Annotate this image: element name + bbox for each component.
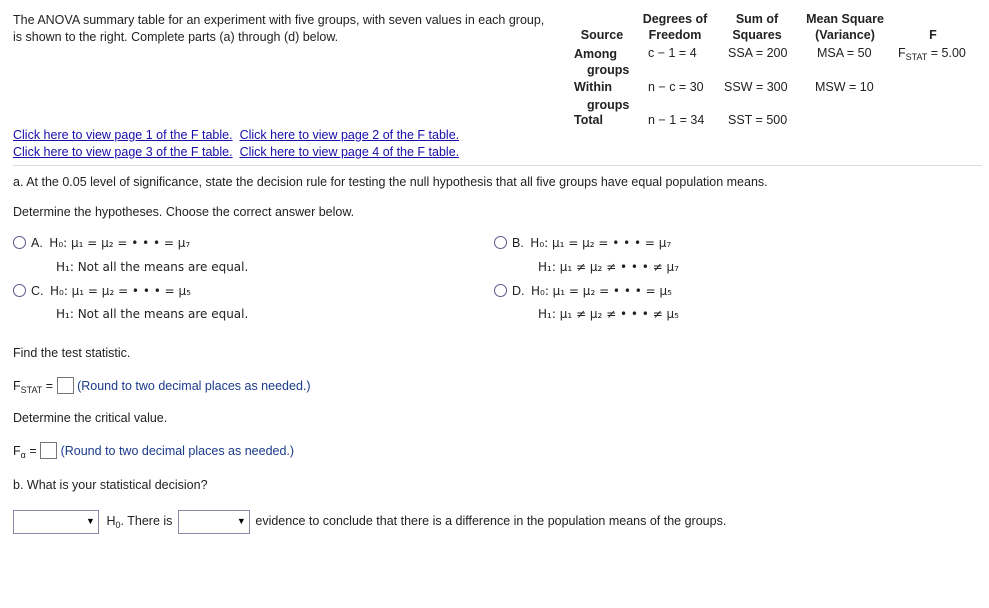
- dropdown-arrow-icon: ▼: [86, 515, 95, 526]
- option-b-h1: H₁: μ₁ ≠ μ₂ ≠ • • • ≠ μ₇: [538, 260, 679, 274]
- row-total-source: Total: [574, 113, 603, 127]
- option-c-radio[interactable]: [13, 284, 26, 297]
- option-c-h1: H₁: Not all the means are equal.: [56, 307, 249, 321]
- option-b[interactable]: [494, 236, 671, 250]
- option-a[interactable]: [13, 236, 190, 250]
- h0-label: $H_0$. There is: [106, 514, 173, 530]
- row-within-source: Within groups: [574, 80, 630, 112]
- f-table-links: [13, 127, 466, 161]
- row-total-df: n − 1 = 34: [648, 113, 705, 127]
- option-d-h1: H₁: μ₁ ≠ μ₂ ≠ • • • ≠ μ₅: [538, 307, 679, 321]
- decision-tail-text: evidence to conclude that there is a difference in the population means of the groups.: [255, 514, 727, 528]
- fstat-round-hint: (Round to two decimal places as needed.): [77, 379, 311, 393]
- f-table-page-4-link[interactable]: Click here to view page 4 of the F table.: [239, 145, 460, 159]
- row-within-ms: MSW = 10: [815, 80, 874, 94]
- header-degrees-of-freedom: Degrees of Freedom: [642, 12, 708, 42]
- falpha-row: [13, 442, 294, 460]
- option-a-h1: H₁: Not all the means are equal.: [56, 260, 249, 274]
- option-b-letter: B.: [512, 236, 524, 250]
- fstat-label: $F_{STAT}$ =: [13, 379, 54, 395]
- row-within-df: n − c = 30: [648, 80, 704, 94]
- row-among-df: c − 1 = 4: [648, 46, 697, 60]
- part-a-prompt: a. At the 0.05 level of significance, state the decision rule for testing the null hypothesis that all five groups have equal population means.: [13, 175, 768, 189]
- option-d-radio[interactable]: [494, 284, 507, 297]
- header-source: Source: [580, 28, 624, 42]
- option-d[interactable]: [494, 284, 672, 298]
- row-among-ss: SSA = 200: [728, 46, 788, 60]
- f-table-page-1-link[interactable]: Click here to view page 1 of the F table.: [13, 128, 233, 142]
- row-among-fstat: $F_{STAT} = 5.00$: [898, 46, 966, 62]
- row-among-ms: MSA = 50: [817, 46, 872, 60]
- f-table-page-2-link[interactable]: Click here to view page 2 of the F table.: [239, 128, 460, 142]
- option-a-radio[interactable]: [13, 236, 26, 249]
- dropdown-arrow-icon: ▼: [236, 515, 246, 526]
- header-mean-square: Mean Square (Variance): [806, 12, 884, 42]
- option-a-h0: H₀: μ₁ = μ₂ = • • • = μ₇: [49, 236, 191, 250]
- f-table-page-3-link[interactable]: Click here to view page 3 of the F table.: [13, 145, 233, 159]
- option-d-letter: D.: [512, 284, 525, 298]
- hypotheses-instruction: Determine the hypotheses. Choose the correct answer below.: [13, 205, 355, 219]
- reject-decision-dropdown[interactable]: [13, 510, 99, 534]
- row-within-ss: SSW = 300: [724, 80, 788, 94]
- option-d-h0: H₀: μ₁ = μ₂ = • • • = μ₅: [530, 284, 672, 298]
- falpha-input[interactable]: [40, 442, 57, 459]
- intro-line-1: The ANOVA summary table for an experiment with five groups, with seven values in each group,: [13, 13, 545, 27]
- row-among-source: Among groups: [574, 47, 630, 77]
- option-b-radio[interactable]: [494, 236, 507, 249]
- option-c-h0: H₀: μ₁ = μ₂ = • • • = μ₅: [49, 284, 191, 298]
- header-f: F: [929, 28, 937, 42]
- option-c[interactable]: [13, 284, 191, 298]
- problem-intro: [13, 12, 573, 46]
- falpha-round-hint: (Round to two decimal places as needed.): [60, 444, 295, 458]
- fstat-input[interactable]: [57, 377, 74, 394]
- option-c-letter: C.: [31, 284, 44, 298]
- option-a-letter: A.: [31, 236, 43, 250]
- header-sum-of-squares: Sum of Squares: [732, 12, 782, 42]
- row-total-ss: SST = 500: [728, 113, 788, 127]
- falpha-label: $F_\alpha$ =: [13, 444, 37, 460]
- decision-row: [13, 509, 726, 537]
- fstat-row: [13, 377, 311, 395]
- find-test-statistic-prompt: Find the test statistic.: [13, 346, 131, 360]
- section-divider: [13, 165, 982, 166]
- intro-line-2: is shown to the right. Complete parts (a) through (d) below.: [13, 30, 339, 44]
- option-b-h0: H₀: μ₁ = μ₂ = • • • = μ₇: [530, 236, 672, 250]
- part-b-prompt: b. What is your statistical decision?: [13, 478, 208, 492]
- critical-value-prompt: Determine the critical value.: [13, 411, 168, 425]
- evidence-dropdown[interactable]: [178, 510, 250, 534]
